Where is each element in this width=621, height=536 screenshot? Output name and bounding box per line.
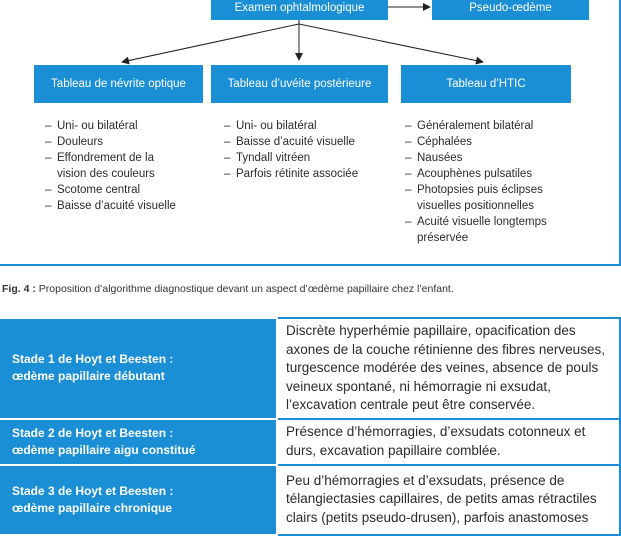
stage-cell	[1, 318, 277, 419]
branch-box-htic: Tableau d’HTIC	[401, 65, 571, 103]
list-item: – Uni- ou bilatéral	[45, 118, 205, 134]
arrow-right	[299, 24, 483, 62]
list-item: – Effondrement de la vision des couleurs	[45, 150, 185, 182]
nevrite-list	[45, 118, 205, 214]
description-cell: Discrète hyperhémie papillaire, opacification des axones de la couche rétinienne des fibres nerveuses, turgescence modérée des veines, absence de pouls veineux spontané, ni hémorragie ni exsudat, l’excavation centrale peut être conservée.	[277, 318, 620, 419]
top-box: Examen ophtalmologique	[211, 0, 388, 20]
description-cell: Présence d’hémorragies, d’exsudats cotonneux et durs, excavation papillaire comblée.	[277, 419, 620, 465]
list-item: – Baisse d’acuité visuelle	[45, 198, 205, 214]
list-item: – Acuité visuelle longtemps préservée	[405, 214, 575, 246]
branch-box-nevrite: Tableau de névrite optique	[34, 65, 203, 103]
list-item: – Baisse d’acuité visuelle	[224, 134, 394, 150]
stage-cell	[1, 465, 277, 535]
stage-subtitle: œdème papillaire chronique	[12, 500, 173, 515]
uveite-list	[224, 118, 394, 182]
list-item: – Douleurs	[45, 134, 205, 150]
table-row	[1, 318, 620, 419]
side-box: Pseudo-œdème	[432, 0, 589, 20]
list-item: – Tyndall vitréen	[224, 150, 394, 166]
figure-caption	[2, 283, 454, 295]
list-item: – Parfois rétinite associée	[224, 166, 394, 182]
list-item: – Céphalées	[405, 134, 575, 150]
stage-cell	[1, 419, 277, 465]
list-item: – Photopsies puis éclipses visuelles positionnelles	[405, 182, 575, 214]
stages-table	[0, 317, 621, 536]
caption-text: Proposition d’algorithme diagnostique devant un aspect d’œdème papillaire chez l’enfant.	[35, 283, 454, 295]
list-item: – Acouphènes pulsatiles	[405, 166, 575, 182]
branch-box-uveite: Tableau d’uvéite postérieure	[211, 65, 388, 103]
caption-label: Fig. 4 :	[2, 283, 36, 295]
stage-subtitle: œdème papillaire débutant	[12, 369, 165, 384]
htic-list	[405, 118, 575, 246]
table-row	[1, 465, 620, 535]
list-item: – Scotome central	[45, 182, 205, 198]
diagram-arrows	[0, 0, 621, 70]
list-item: – Uni- ou bilatéral	[224, 118, 394, 134]
list-item: – Nausées	[405, 150, 575, 166]
stage-title: Stade 3 de Hoyt et Beesten :	[12, 483, 174, 498]
description-cell: Peu d’hémorragies et d’exsudats, présence de télangiectasies capillaires, de petits amas rétractiles clairs (petits pseudo-drusen), parfois anastomoses	[277, 465, 620, 535]
list-item: – Généralement bilatéral	[405, 118, 575, 134]
arrow-left	[122, 24, 299, 62]
stage-title: Stade 2 de Hoyt et Beesten :	[12, 425, 174, 440]
stage-title: Stade 1 de Hoyt et Beesten :	[12, 352, 174, 367]
table-row	[1, 419, 620, 465]
stage-subtitle: œdème papillaire aigu constitué	[12, 442, 196, 457]
